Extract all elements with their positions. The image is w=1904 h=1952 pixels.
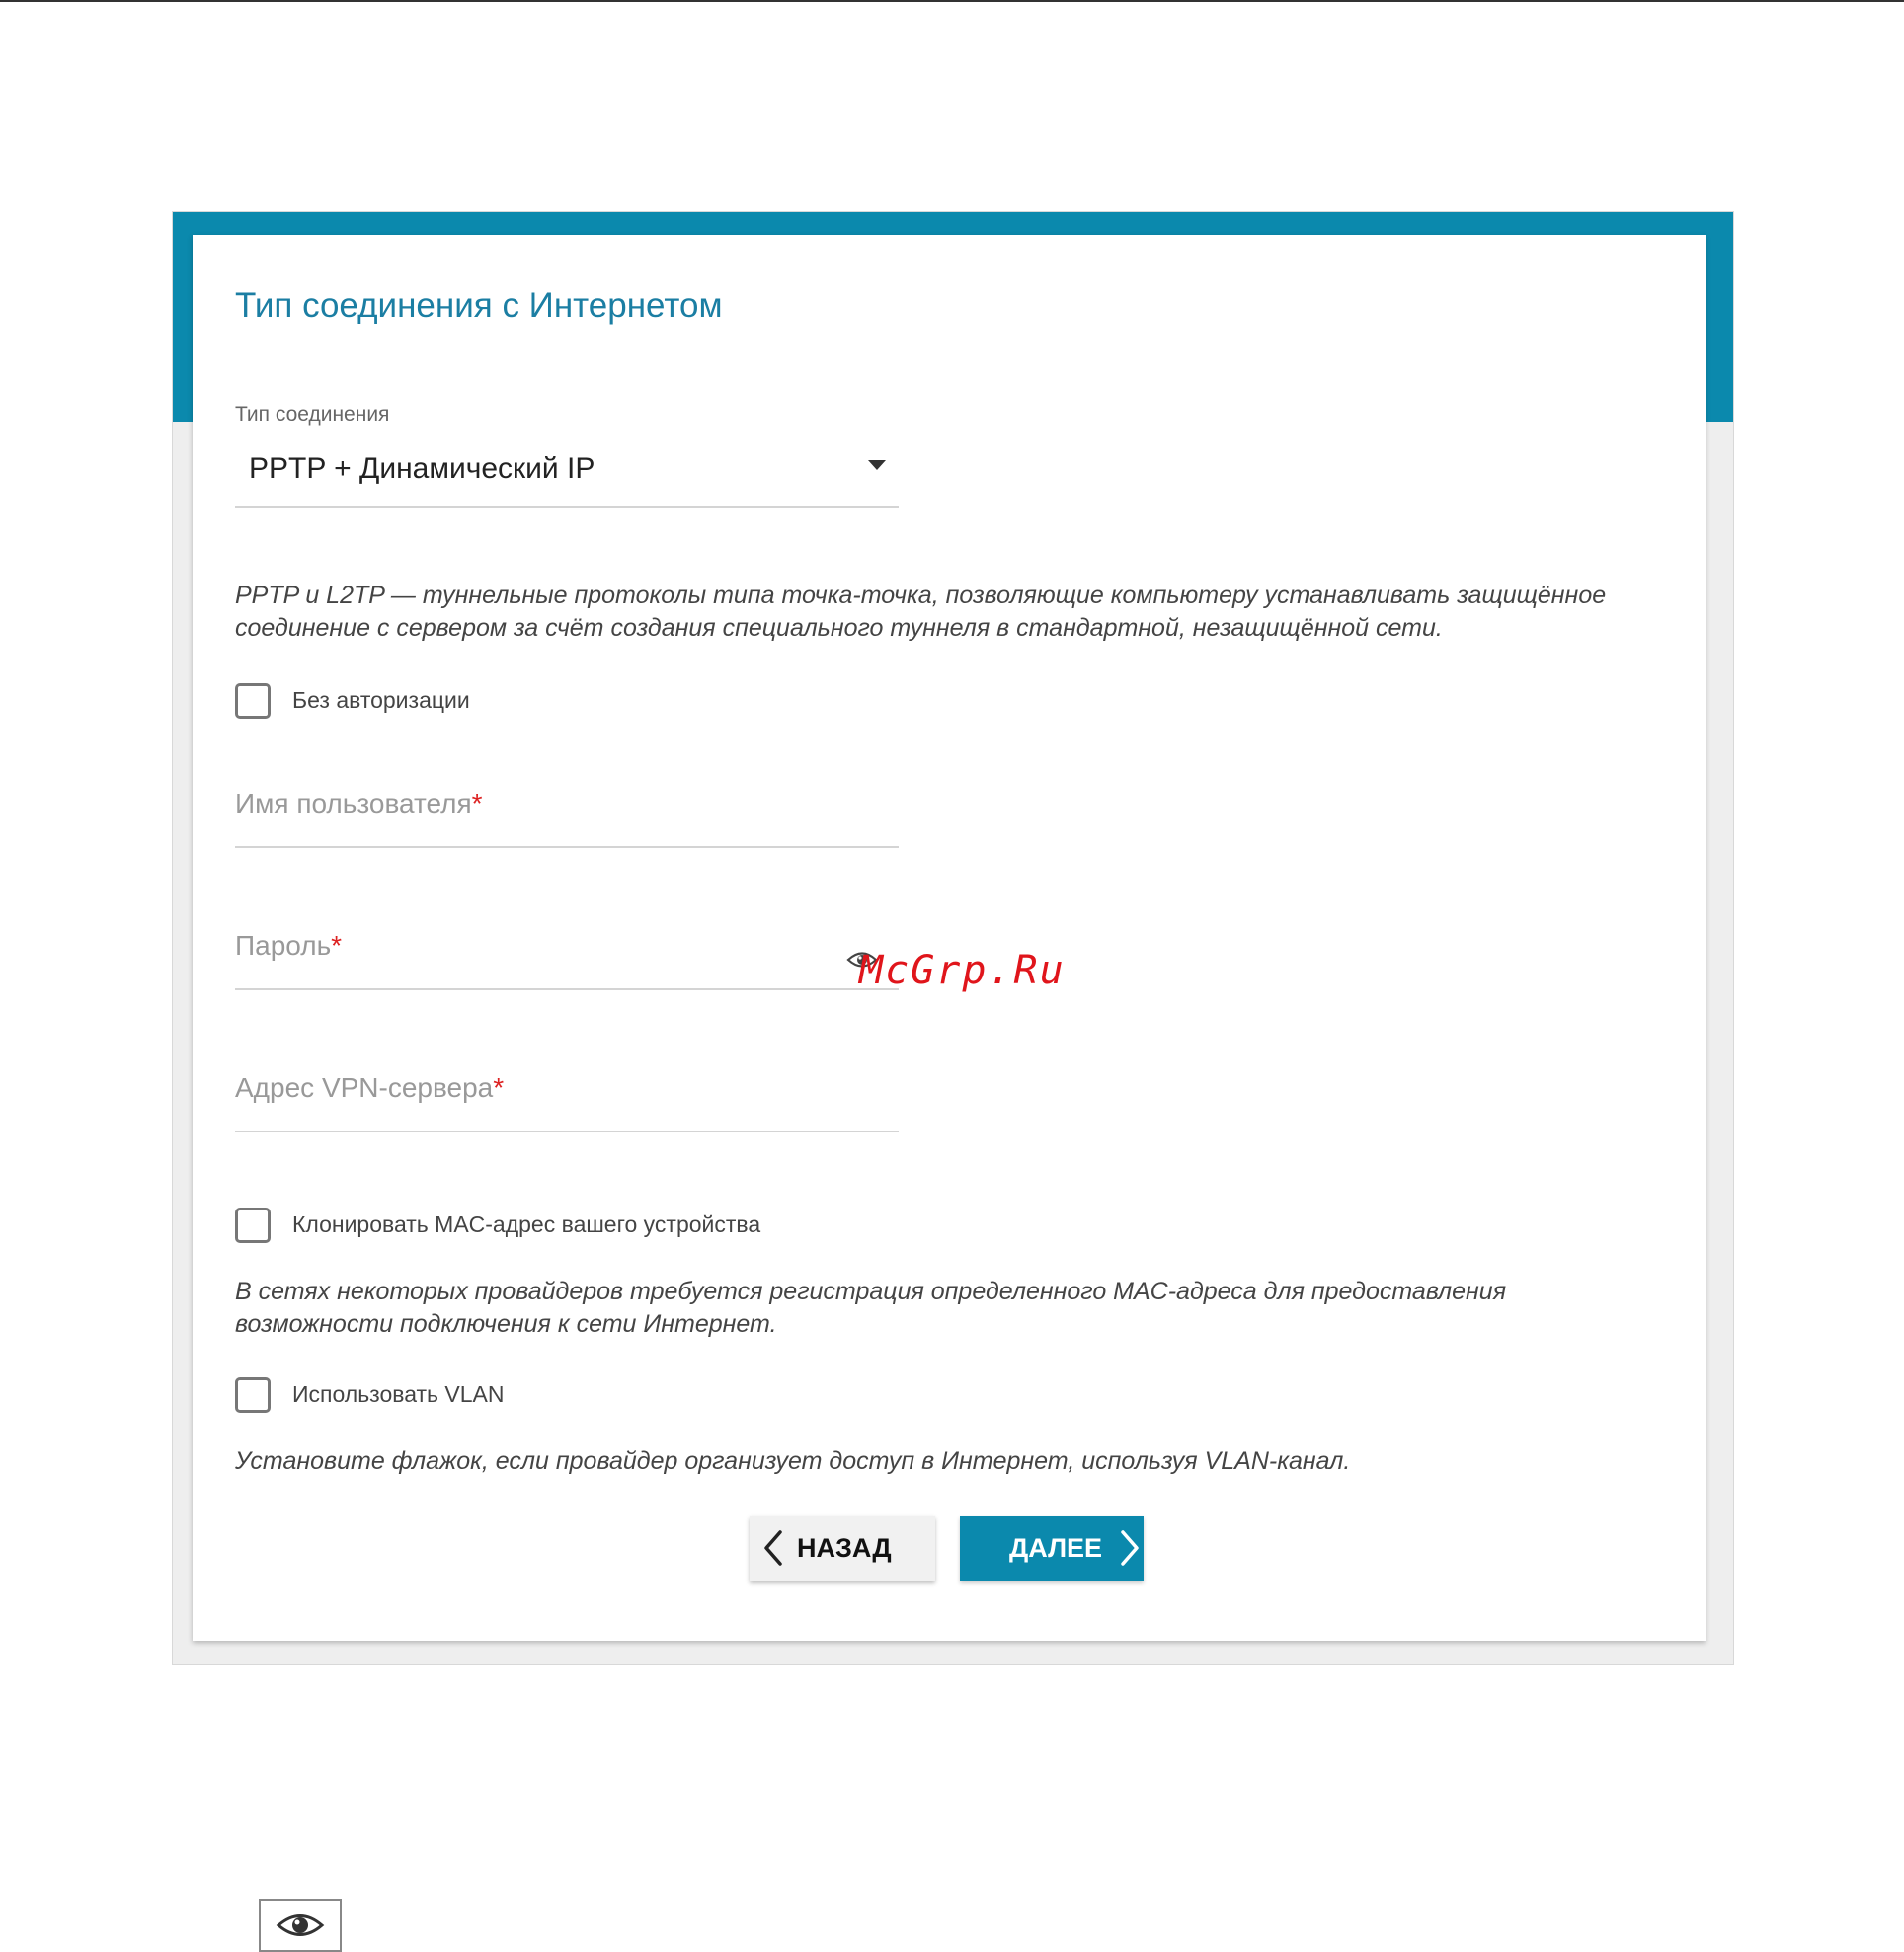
chevron-left-icon: [761, 1528, 785, 1568]
wizard-card: [193, 235, 1706, 1641]
vpn-server-placeholder: Адрес VPN-сервера*: [235, 1072, 505, 1103]
no-auth-checkbox[interactable]: [235, 683, 271, 719]
required-mark: *: [471, 788, 483, 819]
username-placeholder: Имя пользователя*: [235, 788, 483, 819]
username-underline: [235, 846, 899, 848]
next-button[interactable]: [960, 1516, 1144, 1581]
back-button[interactable]: [750, 1516, 935, 1581]
vpn-server-underline: [235, 1131, 899, 1132]
back-button-label: НАЗАД: [797, 1532, 892, 1563]
no-auth-label: Без авторизации: [292, 687, 470, 713]
pptp-description: PPTP и L2TP — туннельные протоколы типа точка-точка, позволяющие компьютеру устанавливать защищённое соединение с сервером за счёт создания специального туннеля в стандартной, незащищённой сети.: [235, 582, 1607, 642]
username-input[interactable]: [235, 778, 899, 847]
required-mark: *: [331, 930, 343, 961]
clone-mac-label: Клонировать MAC-адрес вашего устройства: [292, 1211, 761, 1237]
connection-type-select[interactable]: [235, 432, 899, 504]
watermark: McGrp.Ru: [859, 948, 1066, 993]
vlan-description: Установите флажок, если провайдер организует доступ в Интернет, используя VLAN-канал.: [235, 1447, 1351, 1475]
required-mark: *: [493, 1072, 505, 1103]
vpn-server-input[interactable]: [235, 1062, 899, 1132]
password-placeholder: Пароль*: [235, 930, 343, 961]
vlan-label: Использовать VLAN: [292, 1381, 505, 1407]
eye-icon-illustration: [259, 1899, 342, 1952]
password-input[interactable]: [235, 920, 899, 989]
clone-mac-description: В сетях некоторых провайдеров требуется регистрация определенного MAC-адреса для предоставления возможности подключения к сети Интернет.: [235, 1278, 1507, 1338]
connection-type-label: Тип соединения: [235, 403, 390, 426]
top-rule: [0, 0, 1904, 2]
chevron-right-icon: [1118, 1528, 1142, 1568]
page-title: Тип соединения с Интернетом: [235, 286, 723, 325]
chevron-down-icon: [868, 460, 886, 470]
vlan-checkbox[interactable]: [235, 1377, 271, 1413]
eye-icon: [276, 1910, 325, 1941]
password-underline: [235, 988, 899, 990]
connection-type-underline: [235, 506, 899, 508]
clone-mac-checkbox[interactable]: [235, 1208, 271, 1243]
next-button-label: ДАЛЕЕ: [1009, 1532, 1103, 1563]
connection-type-value: PPTP + Динамический IP: [249, 452, 595, 485]
